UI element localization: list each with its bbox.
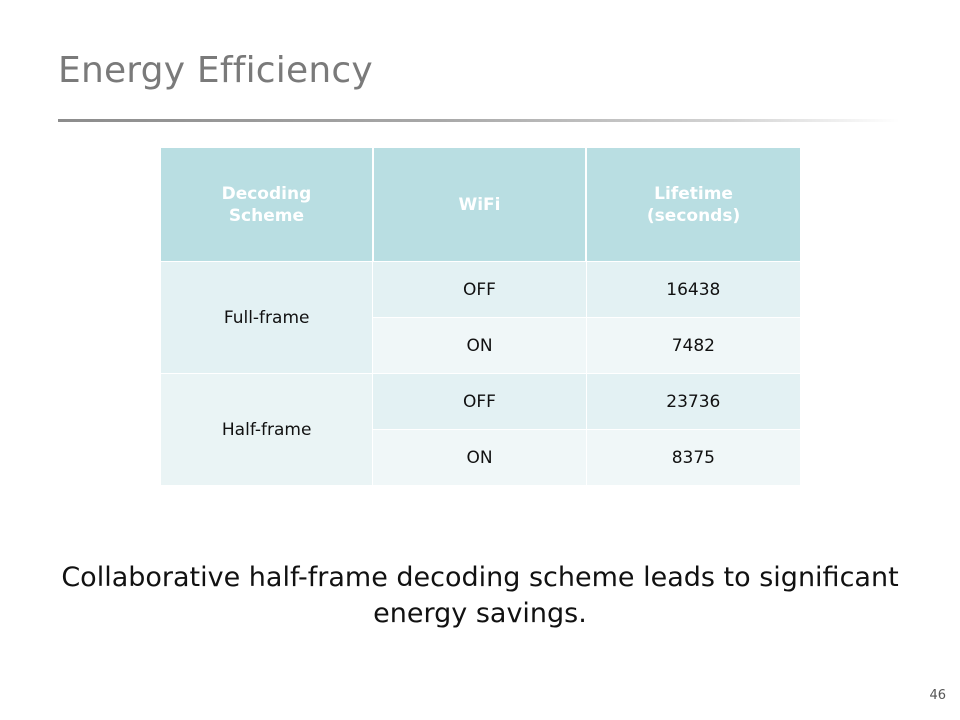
energy-table	[160, 147, 801, 486]
title-underline	[58, 119, 900, 122]
lifetime-cell: 8375	[586, 430, 800, 486]
wifi-cell: OFF	[373, 374, 586, 430]
wifi-cell: ON	[373, 430, 586, 486]
table-header-row	[161, 148, 801, 262]
wifi-cell: OFF	[373, 262, 586, 318]
scheme-cell-full-frame: Full-frame	[161, 262, 373, 374]
slide-caption: Collaborative half-frame decoding scheme leads to significant energy savings.	[61, 562, 899, 629]
lifetime-cell: 16438	[586, 262, 800, 318]
slide-title: Energy Efficiency	[58, 50, 373, 91]
table-row	[161, 262, 801, 318]
table-row	[161, 374, 801, 430]
wifi-cell: ON	[373, 318, 586, 374]
lifetime-cell: 23736	[586, 374, 800, 430]
header-decoding-scheme: Decoding Scheme	[161, 148, 373, 262]
scheme-cell-half-frame: Half-frame	[161, 374, 373, 486]
header-wifi: WiFi	[373, 148, 586, 262]
lifetime-cell: 7482	[586, 318, 800, 374]
header-lifetime: Lifetime (seconds)	[586, 148, 800, 262]
page-number: 46	[929, 688, 946, 703]
